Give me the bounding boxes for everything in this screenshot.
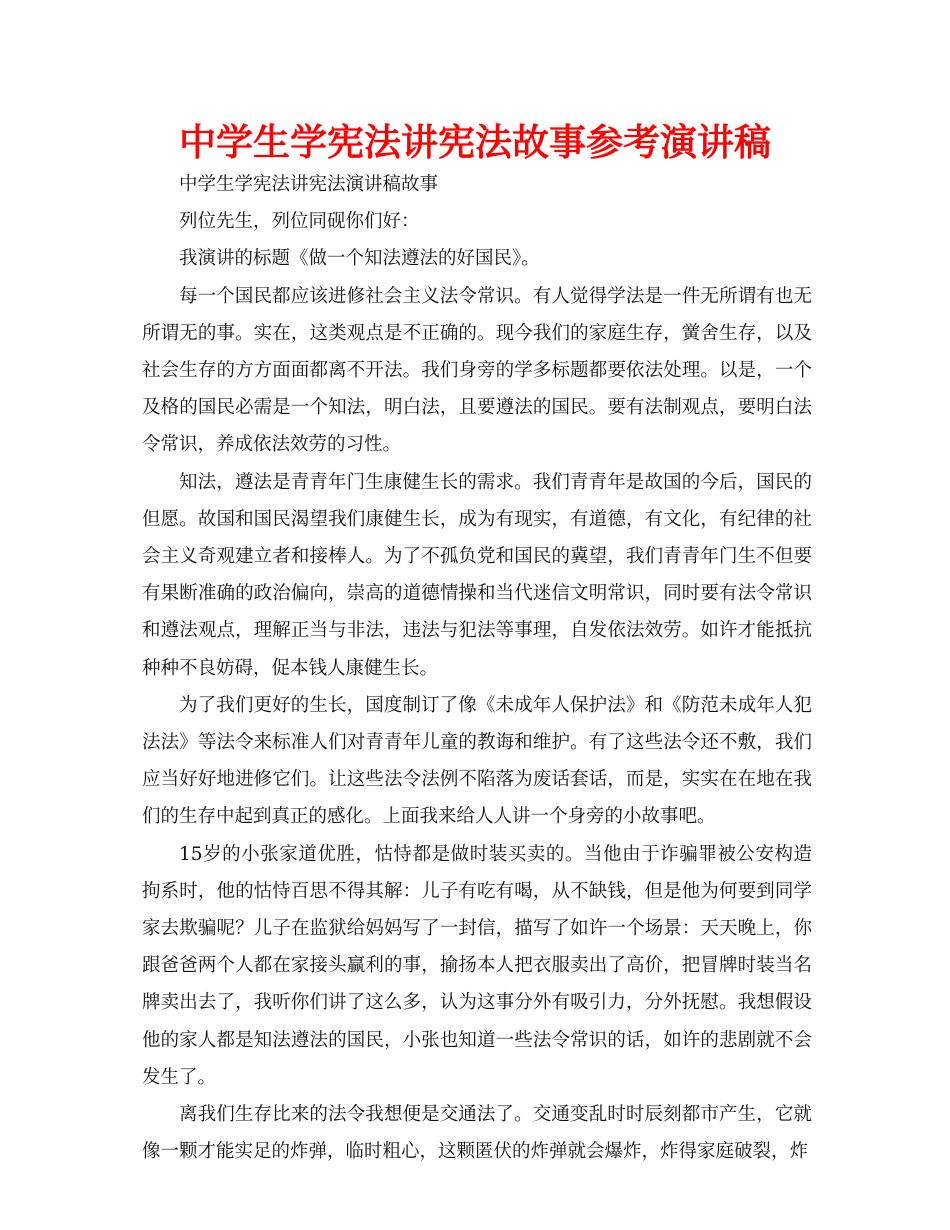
paragraph: 为了我们更好的生长，国度制订了像《未成年人保护法》和《防范未成年人犯法法》等法令来标准人们对青青年儿童的教诲和维护。有了这些法令还不敷，我们应当好好地进修它们。让这些法令法例不陷落为废话套话，而是，实实在在地在我们的生存中起到真正的感化。上面我来给人人讲一个身旁的小故事吧。 [142, 694, 812, 828]
paragraph-greeting: 列位先生，列位同砚你们好： [179, 211, 420, 233]
document-title: 中学生学宪法讲宪法故事参考演讲稿 [179, 121, 771, 164]
paragraph: 15岁的小张家道优胜，怙恃都是做时装买卖的。当他由于诈骗罪被公安构造拘系时，他的怙恃百思不得其解：儿子有吃有喝，从不缺钱，但是他为何要到同学家去欺骗呢？儿子在监狱给妈妈写了一封信，描写了如许一个场景：天天晚上，你跟爸爸两个人都在家接头赢利的事，揄扬本人把衣服卖出了高价，把冒牌时装当名牌卖出去了，我听你们讲了这么多，认为这事分外有吸引力，分外抚慰。我想假设他的家人都是知法遵法的国民，小张也知道一些法令常识的话，如许的悲剧就不会发生了。 [142, 843, 812, 1088]
paragraph-subtitle: 中学生学宪法讲宪法演讲稿故事 [179, 174, 439, 195]
paragraph-topic: 我演讲的标题《做一个知法遵法的好国民》。 [179, 248, 540, 270]
paragraph: 每一个国民都应该进修社会主义法令常识。有人觉得学法是一件无所谓有也无所谓无的事。实在，这类观点是不正确的。现今我们的家庭生存，黉舍生存，以及社会生存的方方面面都离不开法。我们身旁的学多标题都要依法处理。以是，一个及格的国民必需是一个知法，明白法，且要遵法的国民。要有法制观点，要明白法令常识，养成依法效劳的习性。 [142, 285, 812, 456]
document-body [142, 166, 812, 1170]
paragraph: 离我们生存比来的法令我想便是交通法了。交通变乱时时辰刻都市产生，它就像一颗才能实足的炸弹，临时粗心，这颗匿伏的炸弹就会爆炸，炸得家庭破裂，炸 [142, 1104, 812, 1163]
paragraph: 知法，遵法是青青年门生康健生长的需求。我们青青年是故国的今后，国民的但愿。故国和国民渴望我们康健生长，成为有现实，有道德，有文化，有纪律的社会主义奇观建立者和接棒人。为了不孤负党和国民的冀望，我们青青年门生不但要有果断准确的政治偏向，崇高的道德情操和当代迷信文明常识，同时要有法令常识和遵法观点，理解正当与非法，违法与犯法等事理，自发依法效劳。如许才能抵抗种种不良妨碍，促本钱人康健生长。 [142, 471, 812, 679]
